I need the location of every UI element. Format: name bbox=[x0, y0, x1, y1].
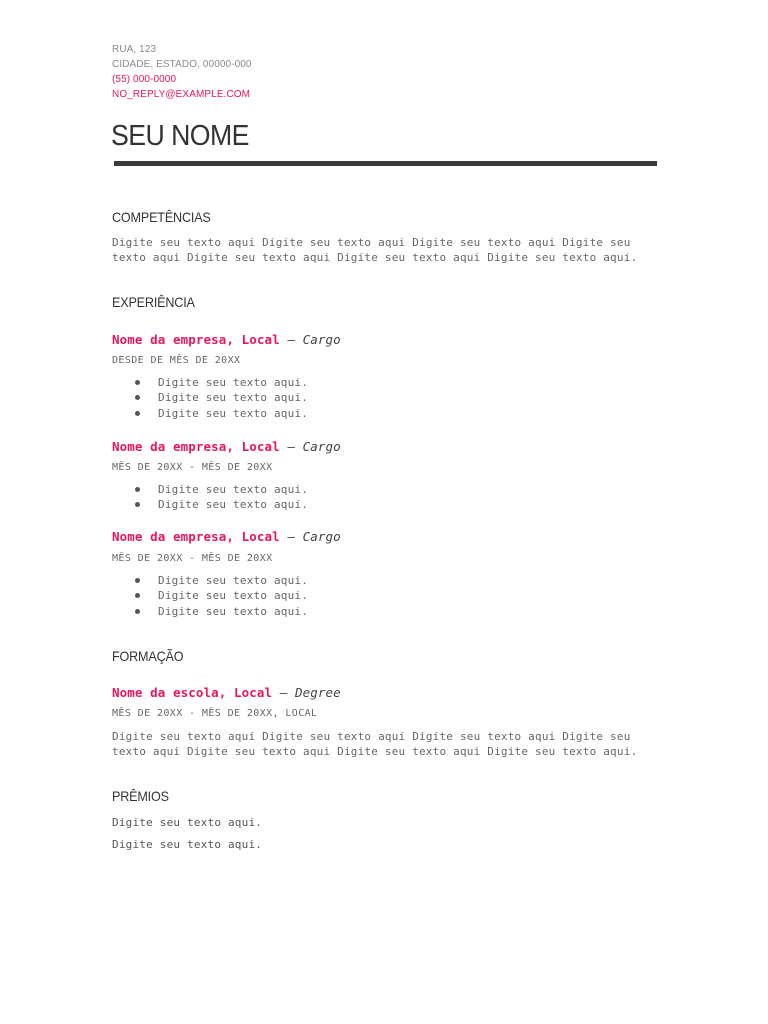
skills-line: texto aqui Digite seu texto aqui Digite seu texto aqui Digite seu texto aqui. bbox=[112, 251, 638, 264]
contact-city: CIDADE, ESTADO, 00000-000 bbox=[112, 59, 252, 70]
job-bullets bbox=[112, 482, 308, 513]
bullet-item: Digite seu texto aqui. bbox=[112, 390, 308, 405]
section-title-education: FORMAÇÃO bbox=[112, 648, 184, 664]
skills-text bbox=[112, 235, 672, 265]
bullet-item: Digite seu texto aqui. bbox=[112, 406, 308, 421]
contact-phone: (55) 000-0000 bbox=[112, 74, 177, 85]
company-name: Nome da empresa, Local bbox=[112, 439, 280, 454]
bullet-item: Digite seu texto aqui. bbox=[112, 375, 308, 390]
bullet-item: Digite seu texto aqui. bbox=[112, 588, 308, 603]
education-text bbox=[112, 729, 672, 759]
separator: — bbox=[279, 332, 303, 347]
school-name: Nome da escola, Local bbox=[112, 685, 273, 700]
job-role: Cargo bbox=[302, 529, 341, 544]
job-bullets bbox=[112, 573, 308, 619]
education-dates: MÊS DE 20XX - MÊS DE 20XX, LOCAL bbox=[112, 708, 318, 719]
bullet-item: Digite seu texto aqui. bbox=[112, 604, 308, 619]
job-bullets bbox=[112, 375, 308, 421]
job-heading bbox=[112, 331, 341, 349]
job-heading bbox=[112, 438, 341, 456]
heading-rule bbox=[114, 161, 657, 166]
job-dates: MÊS DE 20XX - MÊS DE 20XX bbox=[112, 462, 273, 473]
job-dates: MÊS DE 20XX - MÊS DE 20XX bbox=[112, 553, 273, 564]
education-heading bbox=[112, 684, 341, 702]
job-role: Cargo bbox=[302, 439, 341, 454]
company-name: Nome da empresa, Local bbox=[112, 332, 280, 347]
separator: — bbox=[272, 685, 296, 700]
job-dates: DESDE DE MÊS DE 20XX bbox=[112, 355, 241, 366]
bullet-item: Digite seu texto aqui. bbox=[112, 573, 308, 588]
job-role: Cargo bbox=[302, 332, 341, 347]
section-title-experience: EXPERIÊNCIA bbox=[112, 294, 195, 310]
education-line: Digite seu texto aqui Digite seu texto aqui Digite seu texto aqui Digite seu bbox=[112, 730, 631, 743]
contact-block bbox=[112, 42, 252, 102]
contact-street: RUA, 123 bbox=[112, 44, 157, 55]
contact-email: NO_REPLY@EXAMPLE.COM bbox=[112, 89, 251, 100]
name-heading: SEU NOME bbox=[111, 120, 249, 152]
section-title-awards: PRÊMIOS bbox=[112, 788, 169, 804]
degree-name: Degree bbox=[295, 685, 341, 700]
education-line: texto aqui Digite seu texto aqui Digite seu texto aqui Digite seu texto aqui. bbox=[112, 745, 638, 758]
separator: — bbox=[279, 529, 303, 544]
award-item: Digite seu texto aqui. bbox=[112, 816, 263, 829]
bullet-item: Digite seu texto aqui. bbox=[112, 497, 308, 512]
company-name: Nome da empresa, Local bbox=[112, 529, 280, 544]
section-title-skills: COMPETÊNCIAS bbox=[112, 209, 211, 225]
award-item: Digite seu texto aqui. bbox=[112, 838, 263, 851]
separator: — bbox=[279, 439, 303, 454]
bullet-item: Digite seu texto aqui. bbox=[112, 482, 308, 497]
job-heading bbox=[112, 528, 341, 546]
skills-line: Digite seu texto aqui Digite seu texto aqui Digite seu texto aqui Digite seu bbox=[112, 236, 631, 249]
